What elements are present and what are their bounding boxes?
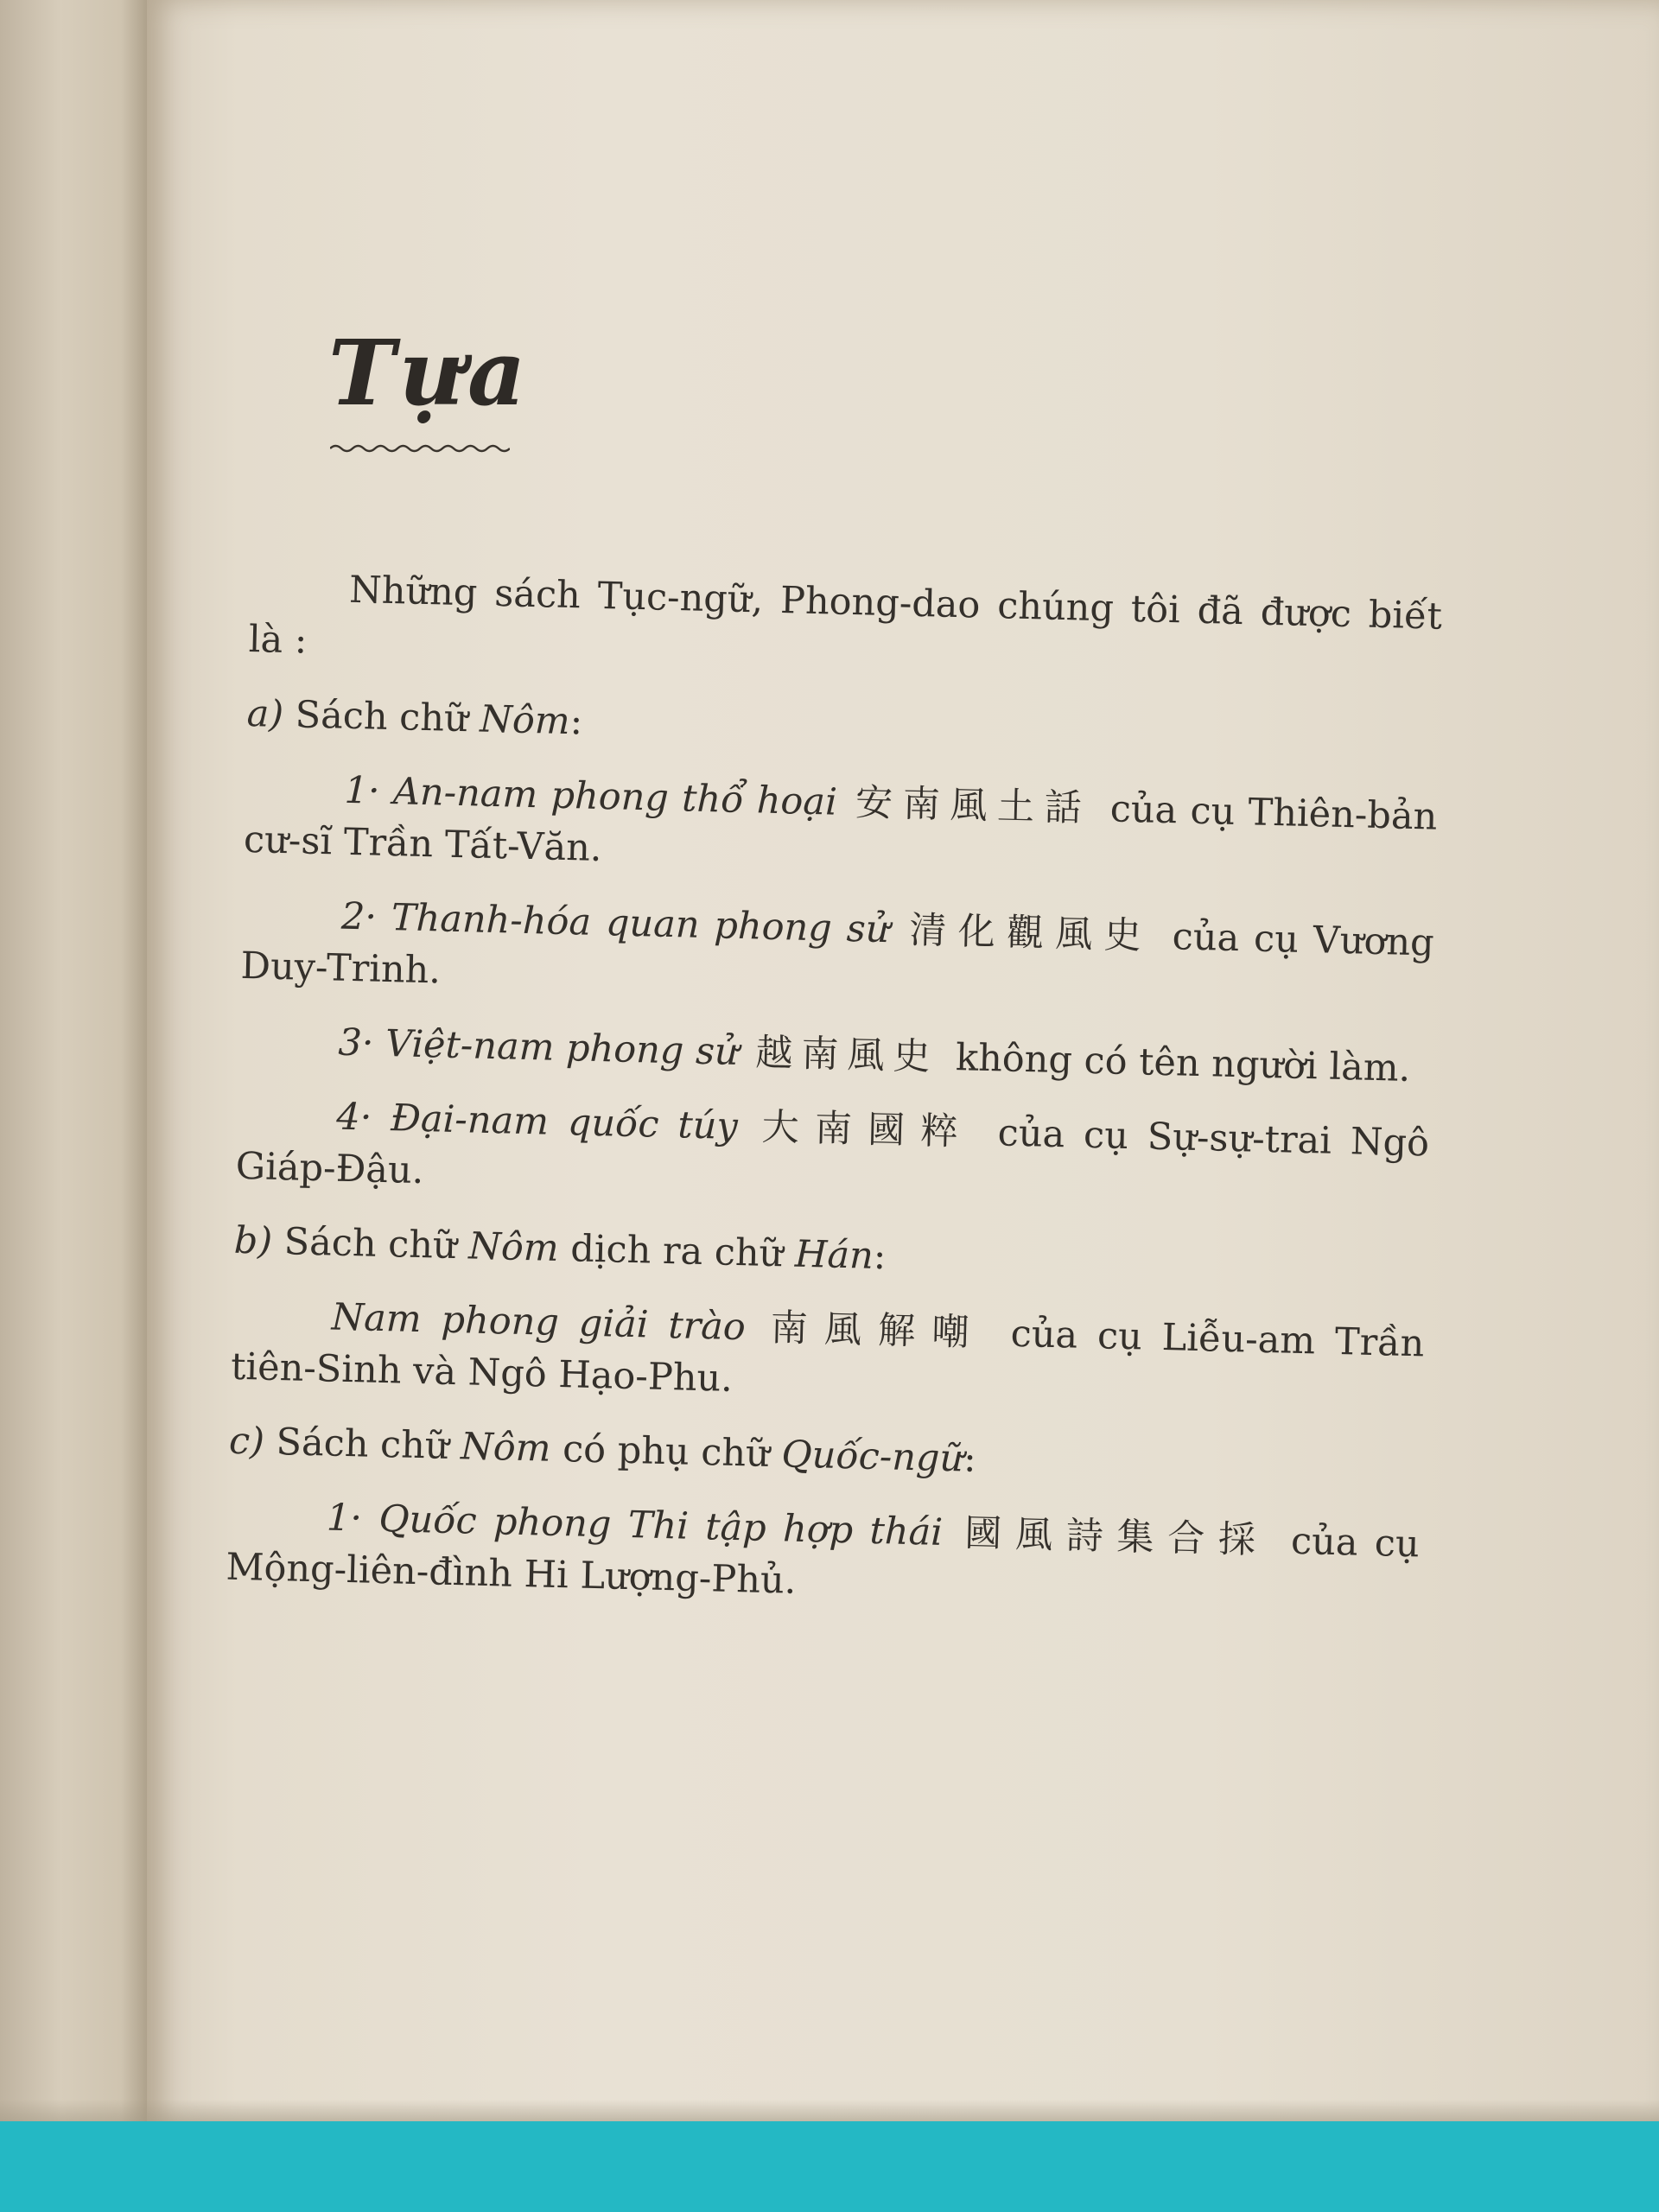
heading-text: Sách chữ xyxy=(295,693,469,741)
list-item xyxy=(235,1089,1430,1222)
section-label: c) xyxy=(228,1419,265,1464)
item-number: 1· xyxy=(326,1496,363,1541)
item-description: của cụ Thiên-bản cư-sĩ Trần Tất-Văn. xyxy=(243,787,1438,871)
item-title: Nam phong giải trào xyxy=(331,1295,747,1350)
heading-emphasis-2: Quốc-ngữ xyxy=(780,1433,964,1481)
item-description: của cụ Sự-sự-trai Ngô Giáp-Đậu. xyxy=(235,1111,1430,1193)
section-heading-c xyxy=(228,1415,1421,1497)
item-title: Đại-nam quốc túy xyxy=(390,1096,739,1148)
heading-colon: : xyxy=(569,700,583,744)
item-han-characters: 安南風土話 xyxy=(855,781,1093,830)
list-item xyxy=(230,1289,1425,1422)
item-han-characters: 國風詩集合採 xyxy=(963,1511,1270,1563)
heading-colon: : xyxy=(963,1437,977,1481)
section-label: b) xyxy=(233,1218,273,1263)
intro-paragraph: Những sách Tục-ngữ, Phong-dao chúng tôi đã được biết là : xyxy=(248,568,1443,663)
heading-text: Sách chữ xyxy=(283,1220,458,1268)
table-surface xyxy=(0,2121,1659,2212)
heading-emphasis-2: Hán xyxy=(794,1232,874,1278)
item-han-characters: 越南風史 xyxy=(754,1031,940,1079)
section-heading-a xyxy=(246,688,1440,769)
heading-text: Sách chữ xyxy=(276,1421,450,1468)
item-han-characters: 清化觀風史 xyxy=(908,908,1154,958)
item-number: 3· xyxy=(337,1020,375,1065)
heading-colon: : xyxy=(873,1234,887,1279)
list-item xyxy=(238,1014,1432,1096)
item-description: của cụ Liễu-am Trần tiên-Sinh và Ngô Hạo-Phu. xyxy=(230,1312,1425,1401)
section-label: a) xyxy=(246,691,284,736)
item-description: của cụ Vương Duy-Trinh. xyxy=(239,915,1435,993)
list-item xyxy=(240,888,1435,1021)
body-text xyxy=(225,562,1442,1644)
heading-text-middle: dịch ra chữ xyxy=(569,1227,784,1276)
item-description: của cụ Mộng-liên-đình Hi Lượng-Phủ. xyxy=(225,1519,1421,1603)
item-description: không có tên người làm. xyxy=(955,1036,1411,1090)
item-title: Quốc phong Thi tập hợp thái xyxy=(378,1497,944,1554)
list-item xyxy=(243,762,1438,895)
item-han-characters: 大南國粹 xyxy=(761,1105,975,1154)
title-wavy-underline xyxy=(330,442,510,454)
list-item xyxy=(226,1490,1421,1623)
heading-text-middle: có phụ chữ xyxy=(562,1427,771,1476)
item-number: 2· xyxy=(340,894,378,939)
item-title: Thanh-hóa quan phong sử xyxy=(391,896,891,952)
item-number: 1· xyxy=(343,768,381,813)
section-heading-b xyxy=(233,1215,1427,1296)
left-page-edge xyxy=(0,0,151,2126)
heading-emphasis: Nôm xyxy=(460,1425,552,1471)
item-title: Việt-nam phong sử xyxy=(385,1021,740,1074)
item-title: An-nam phong thổ hoại xyxy=(392,770,838,824)
item-han-characters: 南風解嘲 xyxy=(770,1306,987,1356)
heading-emphasis: Nôm xyxy=(467,1224,560,1270)
page-title: Tựa xyxy=(328,320,530,426)
heading-emphasis: Nôm xyxy=(479,697,571,744)
item-number: 4· xyxy=(335,1095,372,1140)
